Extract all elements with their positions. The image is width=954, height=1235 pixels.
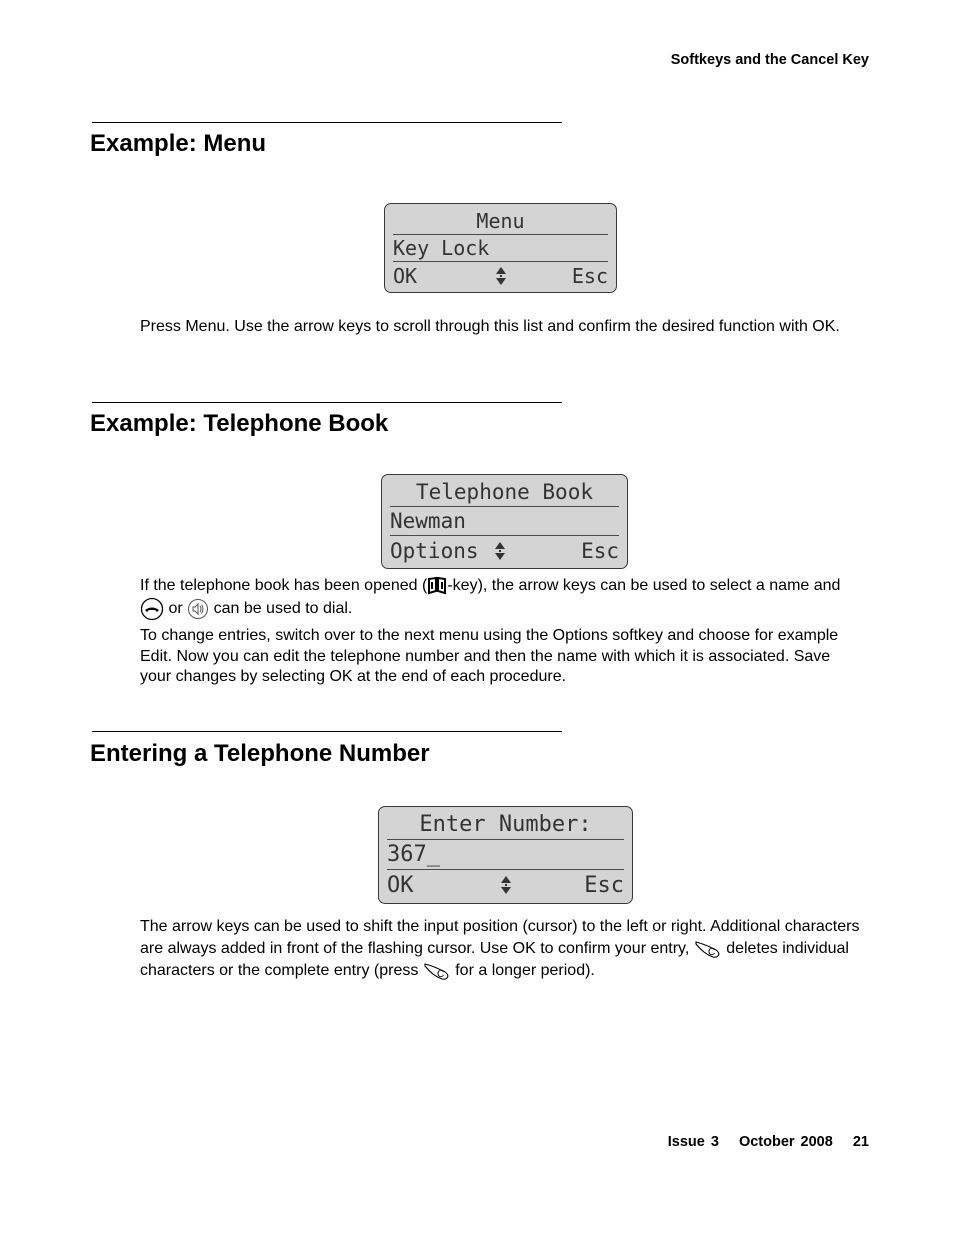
running-header: Softkeys and the Cancel Key	[670, 52, 869, 68]
display-line: Key Lock	[393, 235, 608, 262]
heading-entering-a-telephone-number: Entering a Telephone Number	[90, 740, 430, 767]
display-title: Telephone Book	[390, 478, 619, 507]
display-softkeys	[393, 262, 608, 290]
text: If the telephone book has been opened (	[140, 577, 428, 595]
display-softkeys	[387, 870, 624, 900]
up-down-arrow-icon	[501, 876, 511, 894]
off-hook-icon	[140, 597, 164, 621]
svg-text:C: C	[707, 946, 715, 958]
text: -key), the arrow keys can be used to select a name and	[447, 577, 841, 595]
telephone-book-paragraph-1	[140, 576, 860, 621]
display-title: Enter Number:	[387, 810, 624, 840]
display-menu	[384, 203, 617, 293]
display-title: Menu	[393, 207, 608, 235]
cancel-key-icon	[423, 960, 451, 982]
up-down-arrow-icon	[496, 267, 506, 285]
softkey-esc: Esc	[581, 538, 619, 563]
display-line: 367_	[387, 840, 624, 870]
footer-issue: Issue 3	[667, 1134, 719, 1150]
display-telephone-book	[381, 474, 628, 569]
softkey-options: Options	[390, 538, 479, 563]
softkey-esc: Esc	[571, 264, 608, 288]
text: can be used to dial.	[209, 599, 353, 617]
page-footer	[668, 1134, 869, 1150]
softkey-esc: Esc	[584, 872, 624, 898]
svg-text:C: C	[436, 968, 445, 980]
softkey-ok: OK	[393, 264, 418, 288]
display-line: Newman	[390, 507, 619, 536]
telephone-book-paragraph-2: To change entries, switch over to the next menu using the Options softkey and choose for example Edit. Now you can edit the telephone number and then the name with which it is associated. Save your changes by selecting OK at the end of each procedure.	[140, 627, 839, 685]
enter-number-paragraph	[140, 917, 860, 982]
text: deletes individual characters or the complete entry (press	[140, 939, 849, 979]
page-number: 21	[852, 1134, 869, 1150]
section-rule	[92, 402, 562, 403]
up-down-arrow-icon	[495, 542, 505, 560]
speaker-icon	[187, 598, 209, 620]
display-softkeys	[390, 536, 619, 565]
cancel-key-icon	[694, 938, 722, 960]
softkey-ok: OK	[387, 872, 414, 898]
menu-paragraph: Press Menu. Use the arrow keys to scroll through this list and confirm the desired function with OK.	[140, 318, 840, 335]
heading-example-menu: Example: Menu	[90, 130, 267, 157]
heading-example-telephone-book: Example: Telephone Book	[90, 410, 389, 437]
footer-date: October 2008	[738, 1134, 833, 1150]
section-rule	[92, 122, 562, 123]
text: for a longer period).	[450, 961, 595, 979]
text: The arrow keys can be used to shift the input position (cursor) to the left or right. Additional characters are always added in front of the flashing cursor. Use OK to confirm your entry,	[140, 918, 860, 957]
section-rule	[92, 731, 562, 732]
text: or	[164, 599, 188, 617]
display-enter-number	[378, 806, 633, 904]
phone-book-icon	[427, 576, 447, 596]
